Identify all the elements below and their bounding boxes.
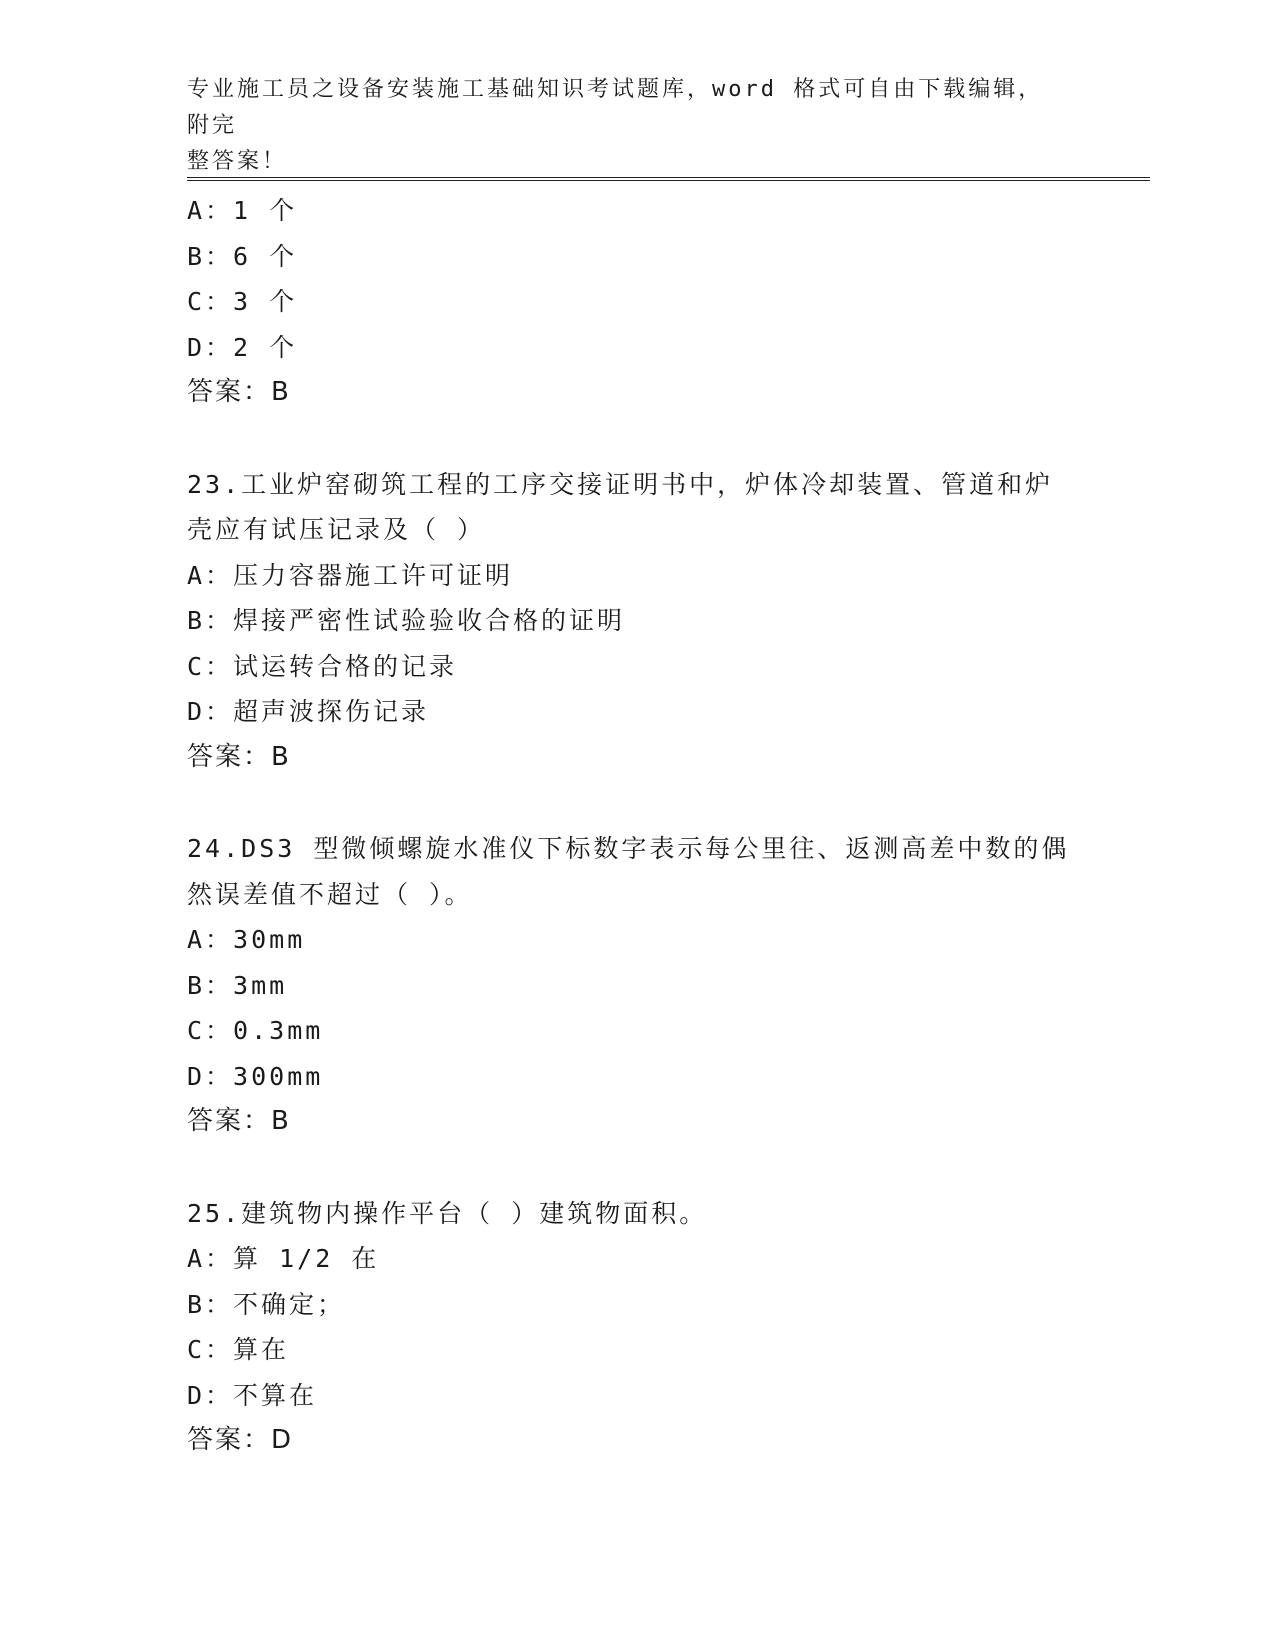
- header-line-1: 专业施工员之设备安装施工基础知识考试题库，word 格式可自由下载编辑，附完: [187, 77, 1044, 138]
- question-stem-line: 24.DS3 型微倾螺旋水准仪下标数字表示每公里往、返测高差中数的偶: [187, 834, 1070, 863]
- option-a: A：30mm: [187, 925, 306, 954]
- option-d: D：300mm: [187, 1061, 324, 1091]
- spacer: [187, 416, 1087, 462]
- option-b: B：3mm: [187, 970, 288, 1000]
- header-line-2: 整答案！: [187, 149, 288, 174]
- question-stem-line: 25.建筑物内操作平台（ ）建筑物面积。: [187, 1198, 708, 1228]
- question-stem-line: 壳应有试压记录及（ ）: [187, 515, 486, 544]
- question-block-23: [187, 462, 1087, 781]
- document-body: [187, 188, 1087, 1464]
- question-stem-line: 23.工业炉窑砌筑工程的工序交接证明书中，炉体冷却装置、管道和炉: [187, 469, 1054, 499]
- option-d: D：超声波探伤记录: [187, 697, 430, 726]
- spacer: [187, 1145, 1087, 1191]
- option-a: A：压力容器施工许可证明: [187, 560, 514, 590]
- option-c: C：算在: [187, 1335, 290, 1364]
- spacer: [187, 780, 1087, 826]
- answer-line: 答案：B: [187, 1106, 291, 1136]
- answer-line: 答案：D: [187, 1425, 294, 1455]
- option-c: C：试运转合格的记录: [187, 651, 458, 681]
- option-b: B：不确定；: [187, 1289, 346, 1319]
- question-block-25: [187, 1191, 1087, 1464]
- question-stem-line: 然误差值不超过（ ）。: [187, 879, 473, 909]
- option-d: D：2 个: [187, 332, 298, 362]
- option-b: B：焊接严密性试验验收合格的证明: [187, 606, 626, 635]
- document-header: [187, 72, 1067, 180]
- option-c: C：3 个: [187, 287, 298, 316]
- answer-line: 答案：B: [187, 377, 291, 407]
- option-a: A：算 1/2 在: [187, 1244, 380, 1273]
- answer-line: 答案：B: [187, 741, 291, 772]
- question-block-prev: [187, 188, 1087, 416]
- option-c: C：0.3mm: [187, 1016, 324, 1045]
- option-a: A：1 个: [187, 196, 298, 225]
- question-block-24: [187, 826, 1087, 1145]
- option-d: D：不算在: [187, 1380, 318, 1410]
- header-divider: [187, 177, 1150, 181]
- option-b: B：6 个: [187, 241, 298, 271]
